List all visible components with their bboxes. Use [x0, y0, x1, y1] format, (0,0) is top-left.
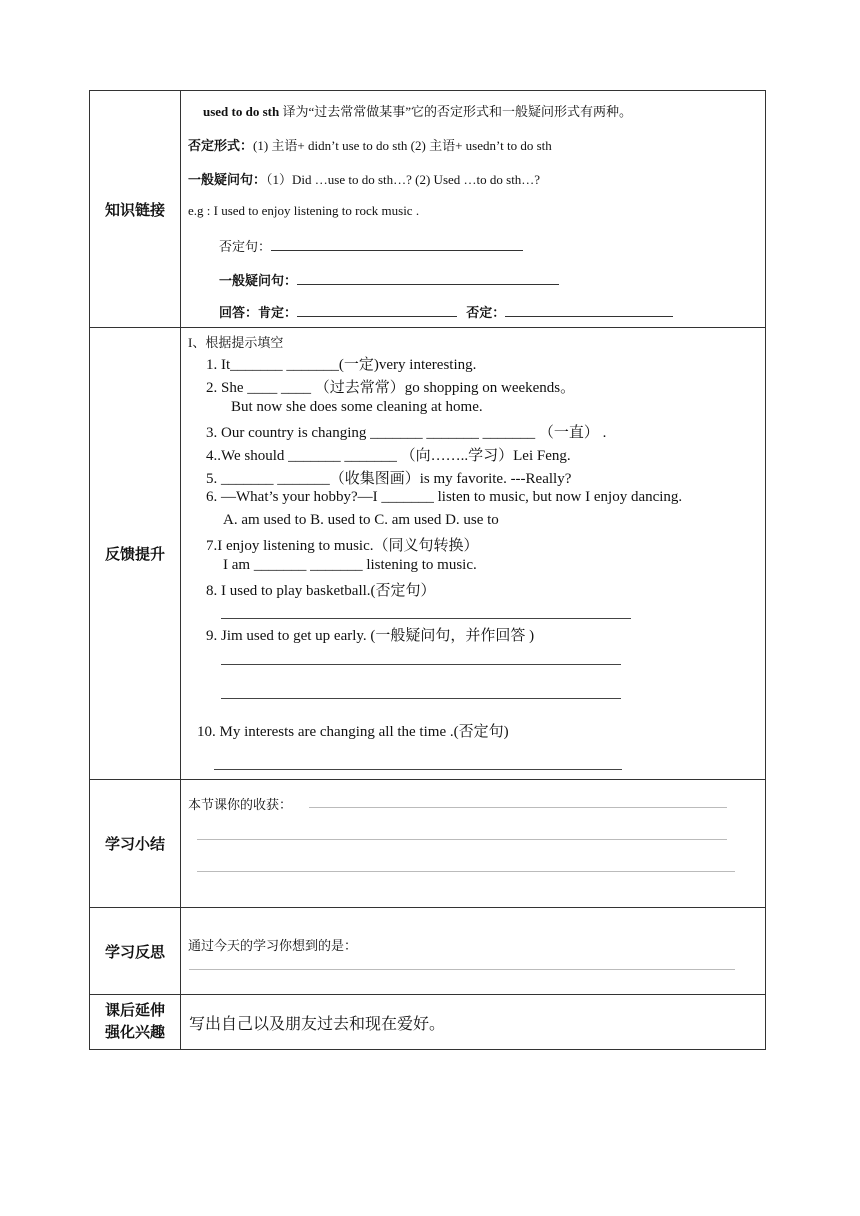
answer-line — [219, 302, 673, 321]
question-sentence-label: 一般疑问句： — [219, 273, 298, 288]
exercise-item-7: 7.I enjoy listening to music.（同义句转换） — [206, 538, 479, 554]
worksheet-table — [89, 90, 766, 1050]
exercise-heading: I、根据提示填空 — [188, 335, 284, 350]
summary-line-3[interactable] — [197, 871, 735, 872]
summary-content — [181, 780, 766, 908]
question-form-label: 一般疑问句： — [188, 172, 267, 187]
intro-term: used to do sth — [203, 104, 280, 119]
extension-content — [181, 995, 766, 1050]
negative-sentence-label: 否定句： — [219, 239, 272, 254]
summary-label: 学习小结 — [90, 780, 181, 908]
exercise-item-6: 6. —What’s your hobby?—I _______ listen to music, but now I enjoy dancing. — [206, 489, 683, 505]
question-form-line — [188, 169, 540, 188]
intro-rest: 译为“过去常常做某事”它的否定形式和一般疑问形式有两种。 — [279, 104, 633, 119]
exercise-item-8: 8. I used to play basketball.(否定句） — [206, 583, 436, 599]
exercise-item-4: 4..We should _______ _______ （向……..学习）Lei Feng. — [206, 448, 571, 464]
exercise-item-3: 3. Our country is changing _______ _______ _______ （一直） . — [206, 425, 607, 441]
intro-line — [203, 101, 632, 120]
exercise-item-5: 5. _______ _______（收集图画）is my favorite. ---Really? — [206, 471, 572, 487]
answer-line-10[interactable] — [214, 769, 622, 770]
feedback-row — [90, 328, 766, 780]
exercise-item-7-rewrite: I am _______ _______ listening to music. — [223, 557, 477, 573]
extension-row — [90, 995, 766, 1050]
exercise-item-1: 1. It_______ _______(一定)very interesting. — [206, 357, 477, 373]
extension-text: 写出自己以及朋友过去和现在爱好。 — [189, 1016, 446, 1033]
answer-line-9b[interactable] — [221, 698, 621, 699]
knowledge-label: 知识链接 — [90, 91, 181, 328]
summary-line-1[interactable] — [309, 807, 727, 808]
exercise-item-10: 10. My interests are changing all the time .(否定句) — [197, 724, 509, 740]
exercise-item-9: 9. Jim used to get up early. (一般疑问句，并作回答 ) — [206, 628, 535, 644]
summary-prompt: 本节课你的收获： — [188, 797, 293, 812]
question-sentence-line — [219, 270, 559, 289]
answer-line-8[interactable] — [221, 618, 631, 619]
extension-label — [90, 995, 181, 1050]
answer-yes-blank[interactable] — [297, 315, 457, 317]
exercise-item-2-cont: But now she does some cleaning at home. — [231, 399, 483, 415]
negative-sentence-line — [219, 236, 523, 255]
answer-line-9a[interactable] — [221, 664, 621, 665]
answer-no-label: 否定： — [466, 305, 506, 320]
reflection-row — [90, 908, 766, 995]
exercise-item-2: 2. She ____ ____ （过去常常）go shopping on weekends。 — [206, 380, 576, 396]
negative-form-text: (1) 主语+ didn’t use to do sth (2) 主语+ usedn’t to do sth — [253, 138, 552, 153]
summary-row — [90, 780, 766, 908]
question-sentence-blank[interactable] — [297, 283, 559, 285]
example-sentence: e.g : I used to enjoy listening to rock music . — [188, 203, 420, 218]
feedback-label: 反馈提升 — [90, 328, 181, 780]
feedback-content — [181, 328, 766, 780]
reflection-content — [181, 908, 766, 995]
negative-sentence-blank[interactable] — [271, 249, 523, 251]
summary-line-2[interactable] — [197, 839, 727, 840]
negative-form-label: 否定形式： — [188, 138, 254, 153]
negative-form-line — [188, 135, 552, 154]
question-form-text: （1）Did …use to do sth…? (2) Used …to do sth…? — [266, 172, 541, 187]
knowledge-row — [90, 91, 766, 328]
reflection-label: 学习反思 — [90, 908, 181, 995]
knowledge-content — [181, 91, 766, 328]
extension-label-line-1: 课后延伸 — [104, 1002, 165, 1019]
reflection-line[interactable] — [189, 969, 735, 970]
answer-no-blank[interactable] — [505, 315, 673, 317]
exercise-item-6-options: A. am used to B. used to C. am used D. use to — [223, 512, 499, 528]
reflection-prompt: 通过今天的学习你想到的是： — [188, 938, 358, 953]
extension-label-line-2: 强化兴趣 — [104, 1024, 165, 1041]
answer-yes-label: 回答：肯定： — [219, 305, 298, 320]
